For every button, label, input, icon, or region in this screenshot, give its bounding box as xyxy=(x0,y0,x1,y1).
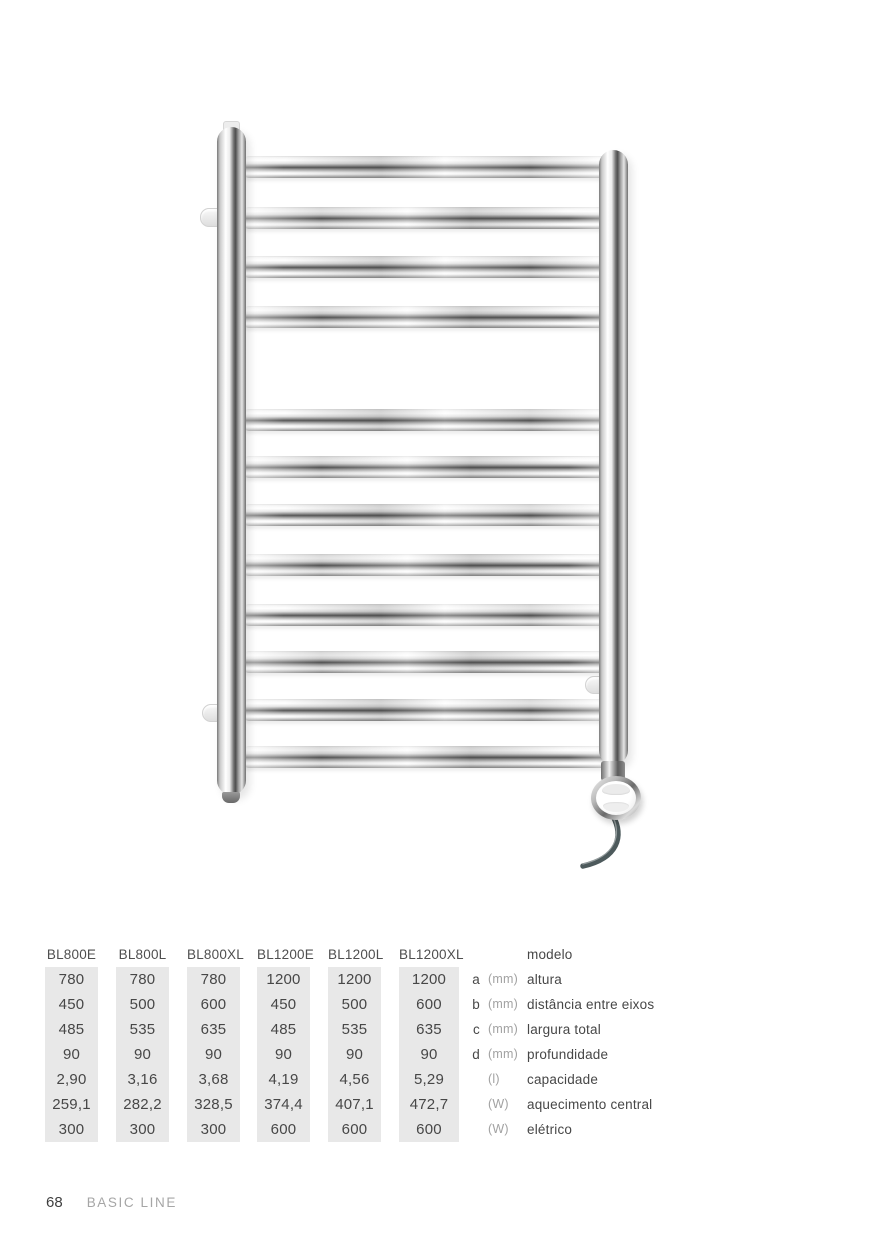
spec-value-cell: 1200 xyxy=(337,971,372,988)
spec-value-cell: 3,16 xyxy=(127,1071,158,1088)
spec-value-cell: 600 xyxy=(341,1121,368,1138)
spec-label: distância entre eixos xyxy=(527,997,655,1012)
spec-value-cell: 328,5 xyxy=(194,1096,233,1113)
spec-label: elétrico xyxy=(527,1122,573,1137)
spec-label: profundidade xyxy=(527,1047,609,1062)
spec-value-cell: 90 xyxy=(420,1046,438,1063)
radiator-bar xyxy=(239,306,613,328)
page-number: 68 xyxy=(46,1194,63,1211)
radiator-bar xyxy=(239,651,613,673)
spec-value-cell: 1200 xyxy=(411,971,447,988)
spec-value-cell: 635 xyxy=(200,1021,227,1038)
page-footer xyxy=(46,1194,177,1212)
spec-value-cell: 2,90 xyxy=(56,1071,87,1088)
thermostat-knob xyxy=(591,776,641,820)
radiator-bar xyxy=(239,699,613,721)
unit-label: (W) xyxy=(488,1122,509,1136)
unit-label: (l) xyxy=(488,1072,500,1086)
unit-label: (mm) xyxy=(488,1047,518,1061)
spec-value-cell: 780 xyxy=(129,971,156,988)
unit-label: (W) xyxy=(488,1097,509,1111)
spec-label: altura xyxy=(527,972,562,987)
spec-table xyxy=(45,944,725,1144)
spec-value-cell: 3,68 xyxy=(198,1071,229,1088)
spec-label: capacidade xyxy=(527,1072,599,1087)
spec-value-cell: 300 xyxy=(200,1121,227,1138)
dimension-key: c xyxy=(473,1022,480,1037)
radiator-bar xyxy=(239,604,613,626)
spec-value-cell: 600 xyxy=(200,996,227,1013)
dimension-key xyxy=(458,1067,480,1092)
thermostat-knob-face xyxy=(596,781,636,815)
spec-value-cell: 259,1 xyxy=(52,1096,91,1113)
left-vertical-tube xyxy=(217,127,246,795)
radiator-bar xyxy=(239,156,613,178)
spec-value-cell: 485 xyxy=(270,1021,297,1038)
spec-value-cell: 535 xyxy=(129,1021,156,1038)
unit-label: (mm) xyxy=(488,1022,518,1036)
model-header: BL1200XL xyxy=(399,947,464,962)
spec-value-cell: 450 xyxy=(270,996,297,1013)
spec-value-cell: 1200 xyxy=(266,971,301,988)
spec-value-cell: 4,56 xyxy=(339,1071,370,1088)
power-cable xyxy=(555,806,635,906)
model-header: BL1200E xyxy=(257,947,314,962)
spec-value-cell: 282,2 xyxy=(123,1096,162,1113)
dimension-key: a xyxy=(472,972,480,987)
spec-label: largura total xyxy=(527,1022,601,1037)
unit-label: (mm) xyxy=(488,997,518,1011)
spec-value-cell: 600 xyxy=(416,1121,442,1138)
spec-value-cell: 5,29 xyxy=(414,1071,444,1088)
dimension-key xyxy=(458,1092,480,1117)
unit-label: (mm) xyxy=(488,972,518,986)
spec-value-cell: 90 xyxy=(274,1046,293,1063)
spec-value-cell: 780 xyxy=(58,971,85,988)
spec-value-cell: 374,4 xyxy=(264,1096,303,1113)
series-label: BASIC LINE xyxy=(86,1195,177,1210)
spec-value-cell: 90 xyxy=(133,1046,152,1063)
spec-value-cell: 4,19 xyxy=(268,1071,299,1088)
spec-label: aquecimento central xyxy=(527,1097,653,1112)
spec-value-cell: 90 xyxy=(62,1046,81,1063)
spec-value-cell: 500 xyxy=(129,996,156,1013)
radiator-bar xyxy=(239,554,613,576)
radiator-bar xyxy=(239,456,613,478)
towel-radiator-image xyxy=(195,120,655,890)
model-column-header: modelo xyxy=(527,947,573,962)
radiator-bar xyxy=(239,207,613,229)
spec-value-cell: 500 xyxy=(341,996,368,1013)
right-vertical-tube xyxy=(599,150,628,765)
model-header: BL800L xyxy=(118,947,167,962)
spec-value-cell: 600 xyxy=(416,996,442,1013)
model-header: BL800E xyxy=(46,947,97,962)
spec-value-cell: 450 xyxy=(58,996,85,1013)
spec-value-cell: 90 xyxy=(345,1046,364,1063)
model-header: BL800XL xyxy=(187,947,244,962)
spec-value-cell: 780 xyxy=(200,971,227,988)
dimension-key xyxy=(458,1117,480,1142)
tube-bottom-cap xyxy=(222,792,240,803)
spec-value-cell: 300 xyxy=(58,1121,85,1138)
radiator-bar xyxy=(239,409,613,431)
spec-value-cell: 535 xyxy=(341,1021,368,1038)
radiator-bar xyxy=(239,256,613,278)
spec-value-cell: 300 xyxy=(129,1121,156,1138)
radiator-bar xyxy=(239,746,613,768)
dimension-key: d xyxy=(472,1047,480,1062)
spec-value-cell: 635 xyxy=(416,1021,442,1038)
dimension-key: b xyxy=(472,997,480,1012)
spec-value-cell: 600 xyxy=(270,1121,297,1138)
spec-value-cell: 90 xyxy=(204,1046,223,1063)
spec-value-cell: 407,1 xyxy=(335,1096,374,1113)
model-header: BL1200L xyxy=(328,947,384,962)
radiator-bar xyxy=(239,504,613,526)
spec-value-cell: 485 xyxy=(58,1021,85,1038)
spec-value-cell: 472,7 xyxy=(409,1096,449,1113)
